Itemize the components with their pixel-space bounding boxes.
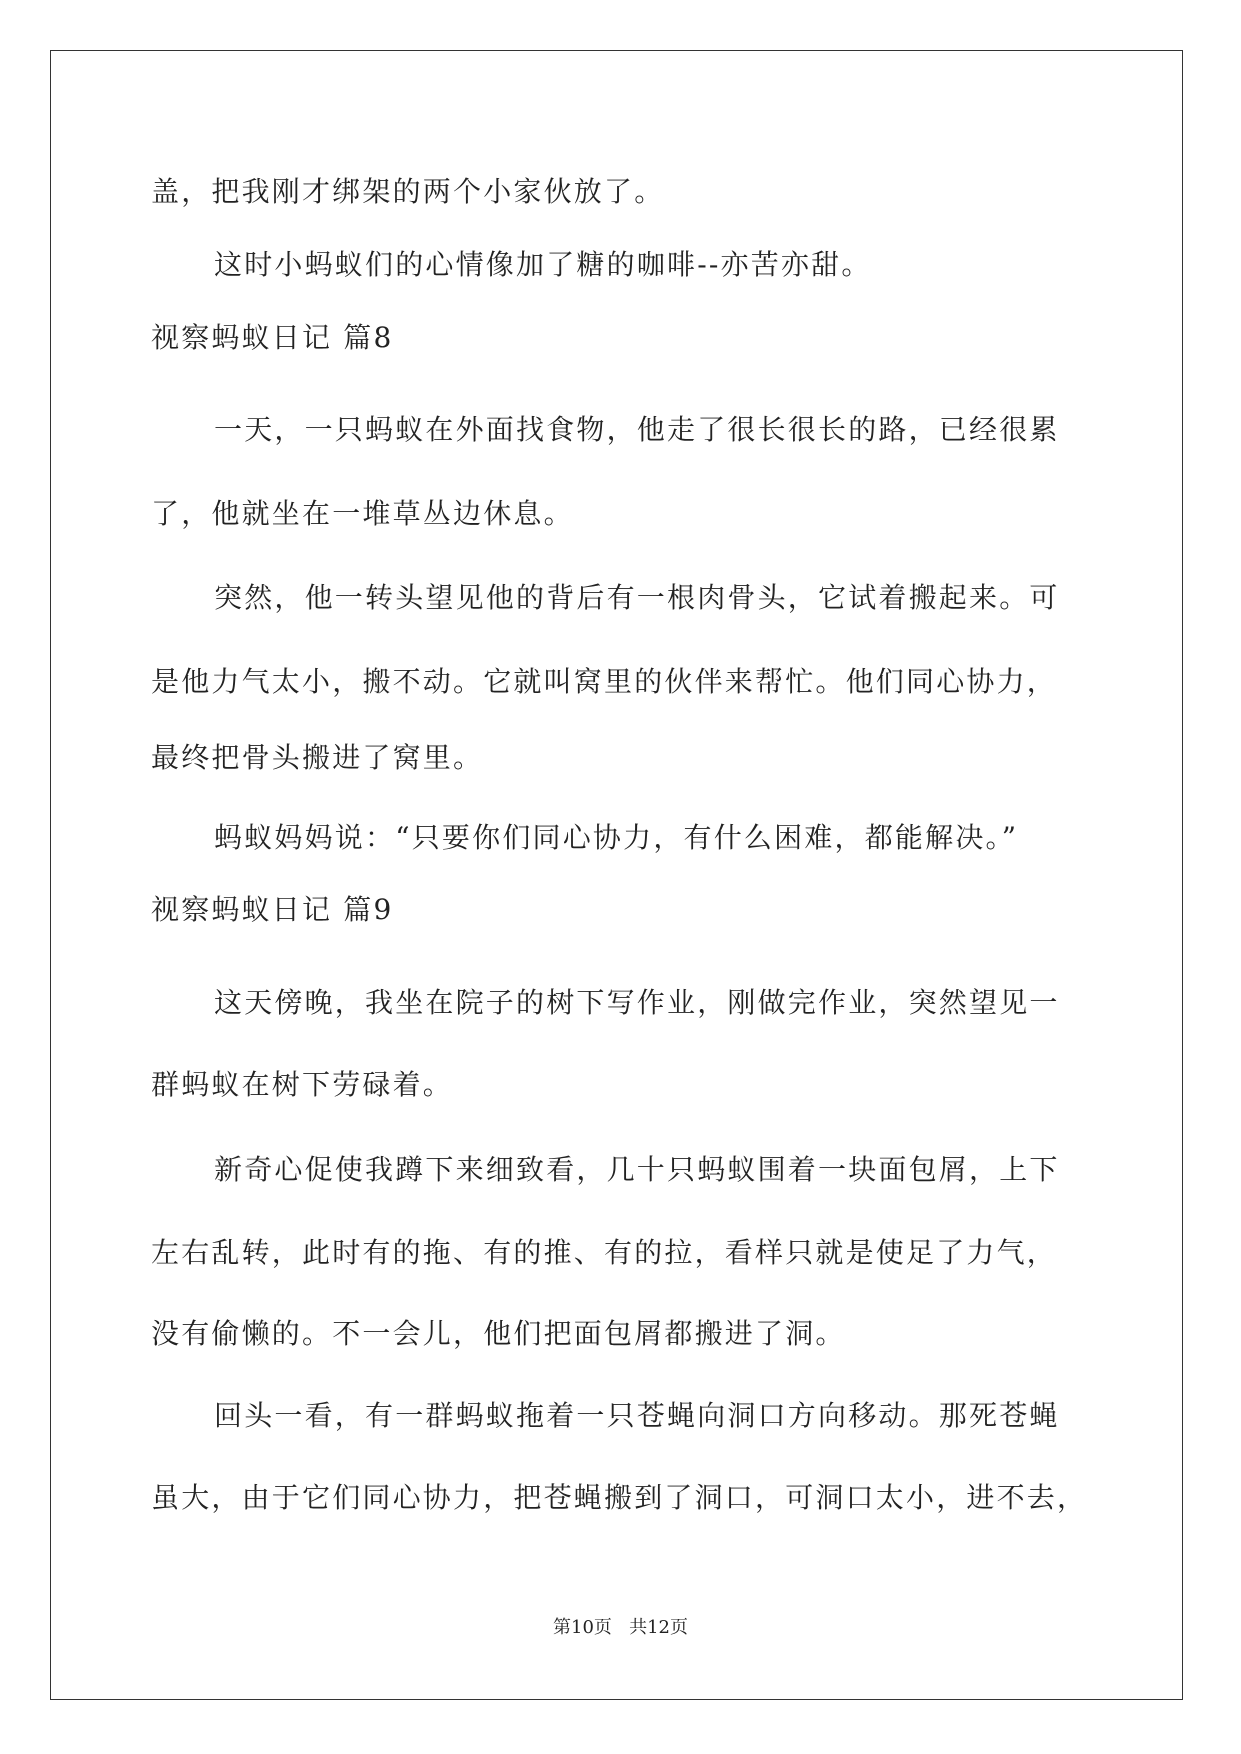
section-heading: 视察蚂蚁日记 篇9 (151, 893, 394, 926)
paragraph-line: 了，他就坐在一堆草丛边休息。 (151, 497, 574, 530)
paragraph-line: 蚂蚁妈妈说：“只要你们同心协力，有什么困难，都能解决。” (214, 821, 1019, 854)
section-heading: 视察蚂蚁日记 篇8 (151, 321, 394, 354)
paragraph-line: 这天傍晚，我坐在院子的树下写作业，刚做完作业，突然望见一 (214, 986, 1060, 1019)
paragraph-line: 这时小蚂蚁们的心情像加了糖的咖啡--亦苦亦甜。 (214, 248, 872, 281)
paragraph-line: 虽大，由于它们同心协力，把苍蝇搬到了洞口，可洞口太小，进不去， (151, 1481, 1088, 1514)
paragraph-line: 一天，一只蚂蚁在外面找食物，他走了很长很长的路，已经很累 (214, 413, 1060, 446)
paragraph-line: 回头一看，有一群蚂蚁拖着一只苍蝇向洞口方向移动。那死苍蝇 (214, 1399, 1060, 1432)
page-number: 第10页 (553, 1617, 612, 1638)
paragraph-line: 突然，他一转头望见他的背后有一根肉骨头，它试着搬起来。可 (214, 581, 1060, 614)
paragraph-line: 新奇心促使我蹲下来细致看，几十只蚂蚁围着一块面包屑，上下 (214, 1153, 1060, 1186)
paragraph-continuation: 盖，把我刚才绑架的两个小家伙放了。 (151, 175, 665, 208)
paragraph-line: 左右乱转，此时有的拖、有的推、有的拉，看样只就是使足了力气， (151, 1236, 1058, 1269)
paragraph-line: 是他力气太小，搬不动。它就叫窝里的伙伴来帮忙。他们同心协力， (151, 665, 1058, 698)
paragraph-line: 最终把骨头搬进了窝里。 (151, 741, 484, 774)
paragraph-line: 群蚂蚁在树下劳碌着。 (151, 1068, 454, 1101)
page-total: 共12页 (629, 1617, 688, 1638)
page-footer (0, 1616, 1241, 1640)
page-border (50, 50, 1183, 1700)
paragraph-line: 没有偷懒的。不一会儿，他们把面包屑都搬进了洞。 (151, 1317, 846, 1350)
